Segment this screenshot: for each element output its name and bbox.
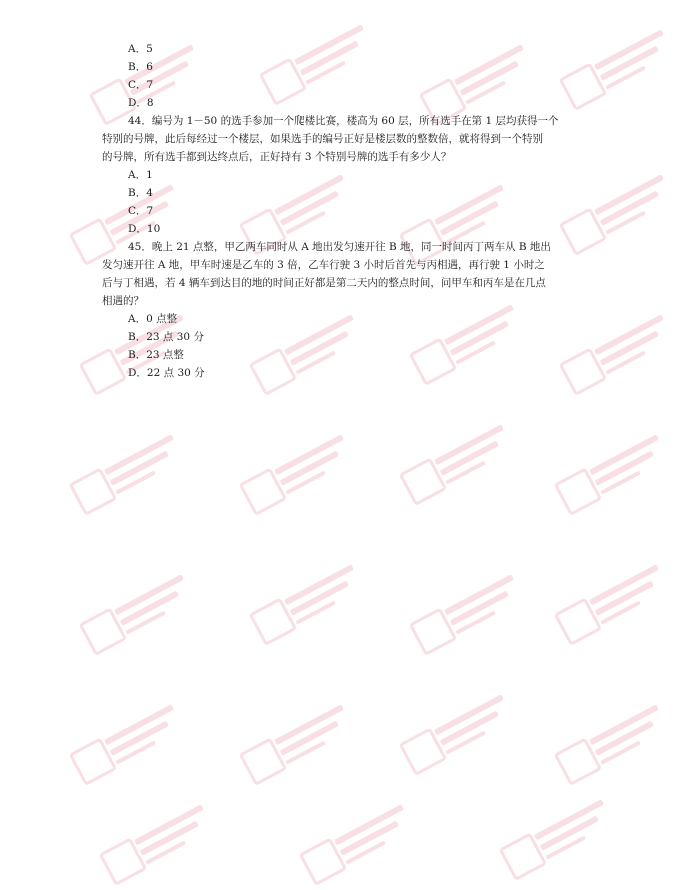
- option-d: D．8: [128, 97, 154, 109]
- watermark-logo: [67, 694, 194, 789]
- option-a: A．5: [128, 43, 153, 55]
- option-c: C．7: [128, 79, 154, 91]
- watermark-logo: [297, 794, 424, 889]
- watermark-logo: [497, 789, 624, 884]
- option-d: D．22 点 30 分: [128, 367, 205, 379]
- option-b: B．23 点 30 分: [128, 331, 204, 343]
- question-45-line: 相遇的？: [102, 295, 144, 307]
- option-b: B．4: [128, 187, 153, 199]
- watermark-logo: [552, 424, 679, 519]
- watermark-logo: [407, 564, 534, 659]
- watermark-logo: [552, 694, 679, 789]
- question-45-options: [128, 310, 628, 382]
- question-44-line: 特别的号牌，此后每经过一个楼层，如果选手的编号正好是楼层数的整数倍，就将得到一个特别: [102, 133, 543, 145]
- watermark-logo: [67, 424, 194, 519]
- option-d: D．10: [128, 223, 161, 235]
- question-45-line: 后与丁相遇，若 4 辆车到达目的地的时间正好都是第二天内的整点时间，问甲车和丙车是在几点: [102, 277, 546, 289]
- watermark-logo: [97, 794, 224, 889]
- watermark-logo: [237, 694, 364, 789]
- watermark-logo: [552, 554, 679, 649]
- watermark-logo: [397, 684, 524, 779]
- question-45-line: 发匀速开往 A 地，甲车时速是乙车的 3 倍，乙车行驶 3 小时后首先与丙相遇，再行驶 1 小时之: [102, 259, 545, 271]
- question-44-stem: [102, 112, 614, 166]
- watermark-logo: [247, 554, 374, 649]
- option-c: C．7: [128, 205, 154, 217]
- option-a: A．0 点整: [128, 313, 178, 325]
- option-b-alt: B．23 点整: [128, 349, 184, 361]
- question-45-line: 45．晚上 21 点整，甲乙两车同时从 A 地出发匀速开往 B 地，同一时间丙丁两车从 B 地出: [128, 241, 551, 253]
- watermark-logo: [237, 424, 364, 519]
- question-43-options: [128, 40, 628, 112]
- document-body: [102, 40, 628, 382]
- option-b: B．6: [128, 61, 153, 73]
- option-a: A．1: [128, 169, 153, 181]
- question-44-options: [128, 166, 628, 238]
- question-44-line: 44．编号为 1－50 的选手参加一个爬楼比赛，楼高为 60 层，所有选手在第 1 层均获得一个: [128, 115, 559, 127]
- question-45-stem: [102, 238, 614, 310]
- question-44-line: 的号牌，所有选手都到达终点后，正好持有 3 个特别号牌的选手有多少人？: [102, 151, 452, 163]
- watermark-logo: [77, 564, 204, 659]
- watermark-logo: [397, 414, 524, 509]
